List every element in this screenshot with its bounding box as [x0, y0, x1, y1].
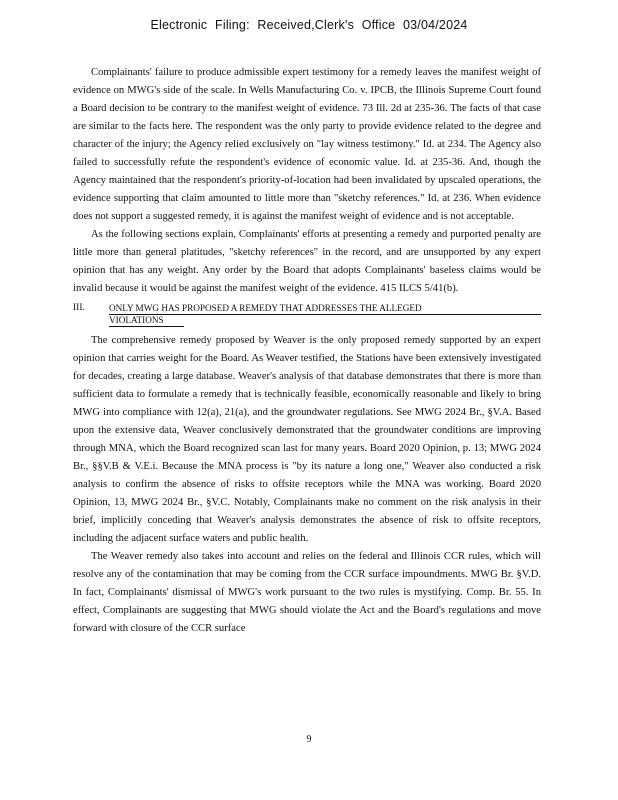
page-number: 9 [306, 734, 312, 745]
document-body [73, 64, 541, 638]
paragraph-following-sections: As the following sections explain, Complainants' efforts at presenting a remedy and purported penalty are little more than general platitudes, "sketchy references" in the record, and are unsupported by any expert opinion that has any weight. Any order by the Board that adopts Complainants' baseless claims would be invalid because it would be against the manifest weight of the evidence. 415 ILCS 5/41(b). [73, 229, 541, 294]
section-number: III. [73, 303, 85, 313]
section-title-line1: ONLY MWG HAS PROPOSED A REMEDY THAT ADDRESSES THE ALLEGED [109, 303, 541, 315]
section-heading [73, 303, 541, 327]
paragraph-manifest-weight: Complainants' failure to produce admissible expert testimony for a remedy leaves the manifest weight of evidence on MWG's side of the scale. In Wells Manufacturing Co. v. IPCB, the Illinois Supreme Court found a Board decision to be contrary to the manifest weight of evidence. 73 Ill. 2d at 235-36. The facts of that case are similar to the facts here. The respondent was the only party to provide evidence related to the degree and character of the injury; the Agency relied exclusively on "lay witness testimony." Id. at 234. The Agency also failed to successfully refute the respondent's evidence of economic value. Id. at 235-36. And, though the Agency maintained that the respondent's priority-of-location had been invalidated by upscaled operations, the evidence supporting that claim amounted to little more than "sketchy references." Id. at 236. When evidence does not support a suggested remedy, it is against the manifest weight of evidence and is not acceptable. [73, 67, 541, 222]
paragraph-comprehensive-remedy: The comprehensive remedy proposed by Weaver is the only proposed remedy supported by an expert opinion that carries weight for the Board. As Weaver testified, the Stations have been extensively investigated for decades, creating a large database. Weaver's analysis of that database demonstrates that there is more than sufficient data to formulate a remedy that is technically feasible, economically reasonable and likely to bring MWG into compliance with 12(a), 21(a), and the groundwater regulations. See MWG 2024 Br., §V.A. Based upon the extensive data, Weaver conclusively demonstrated that the groundwater conditions are improving through MNA, which the Board recognized scan last for many years. Board 2020 Opinion, p. 13; MWG 2024 Br., §§V.B & V.E.i. Because the MNA process is "by its nature a long one," Weaver also conducted a risk analysis to confirm the absence of risks to offsite receptors while the MNA was working. Board 2020 Opinion, 13, MWG 2024 Br., §V.C. Notably, Complainants make no comment on the risk analysis in their brief, implicitly conceding that Weaver's analysis demonstrates the absence of risk to offsite receptors, including the adjacent surface waters and public health. [73, 335, 541, 544]
paragraph-ccr-rules: The Weaver remedy also takes into account and relies on the federal and Illinois CCR rules, which will resolve any of the contamination that may be coming from the CCR surface impoundments. MWG Br. §V.D. In fact, Complainants' dismissal of MWG's work pursuant to the two rules is mystifying. Comp. Br. 55. In effect, Complainants are suggesting that MWG should violate the Act and the Board's regulations and move forward with closure of the CCR surface [73, 551, 541, 634]
filing-header: Electronic Filing: Received,Clerk's Office 03/04/2024 [150, 18, 468, 32]
section-title-line2: VIOLATIONS [109, 315, 184, 327]
